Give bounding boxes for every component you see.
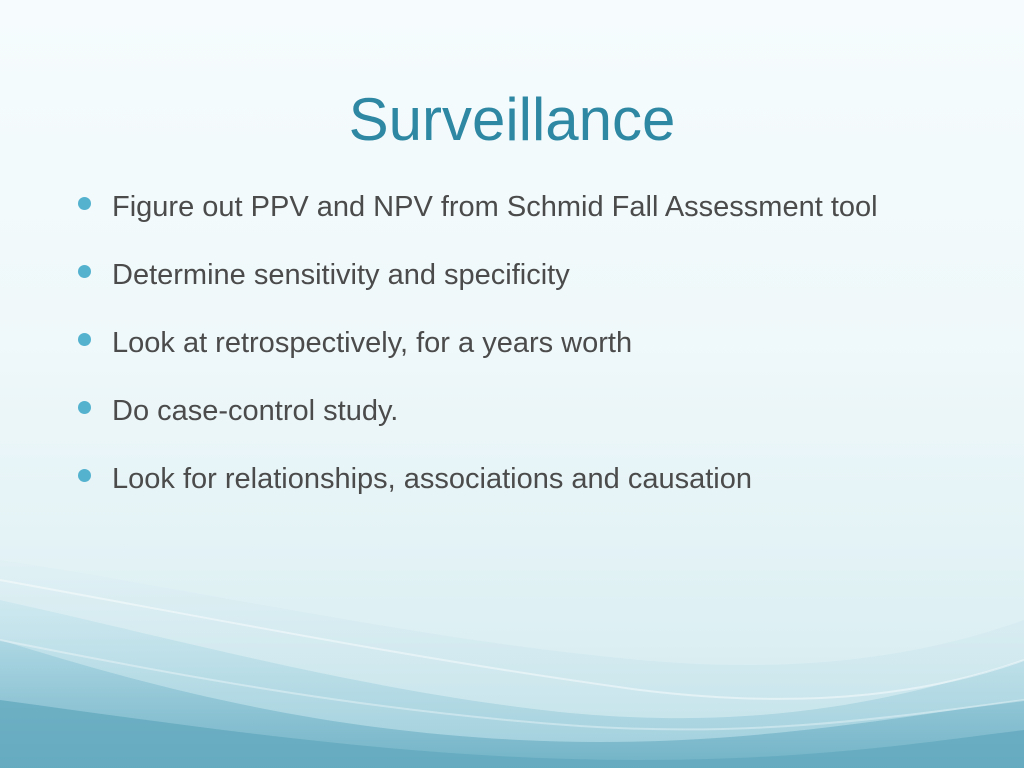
bullet-item <box>78 460 958 499</box>
bullet-list <box>78 188 958 528</box>
bullet-item <box>78 392 958 431</box>
bullet-dot-icon <box>78 333 91 346</box>
bullet-item <box>78 324 958 363</box>
bullet-text: Figure out PPV and NPV from Schmid Fall Assessment tool <box>112 191 878 223</box>
bullet-dot-icon <box>78 401 91 414</box>
bullet-dot-icon <box>78 469 91 482</box>
bullet-text: Do case-control study. <box>112 395 399 427</box>
bullet-item <box>78 256 958 295</box>
bullet-dot-icon <box>78 265 91 278</box>
bullet-dot-icon <box>78 197 91 210</box>
bullet-item <box>78 188 958 227</box>
bullet-text: Determine sensitivity and specificity <box>112 259 570 291</box>
bullet-text: Look for relationships, associations and causation <box>112 463 752 495</box>
bullet-text: Look at retrospectively, for a years worth <box>112 327 633 359</box>
slide-title: Surveillance <box>348 86 676 153</box>
